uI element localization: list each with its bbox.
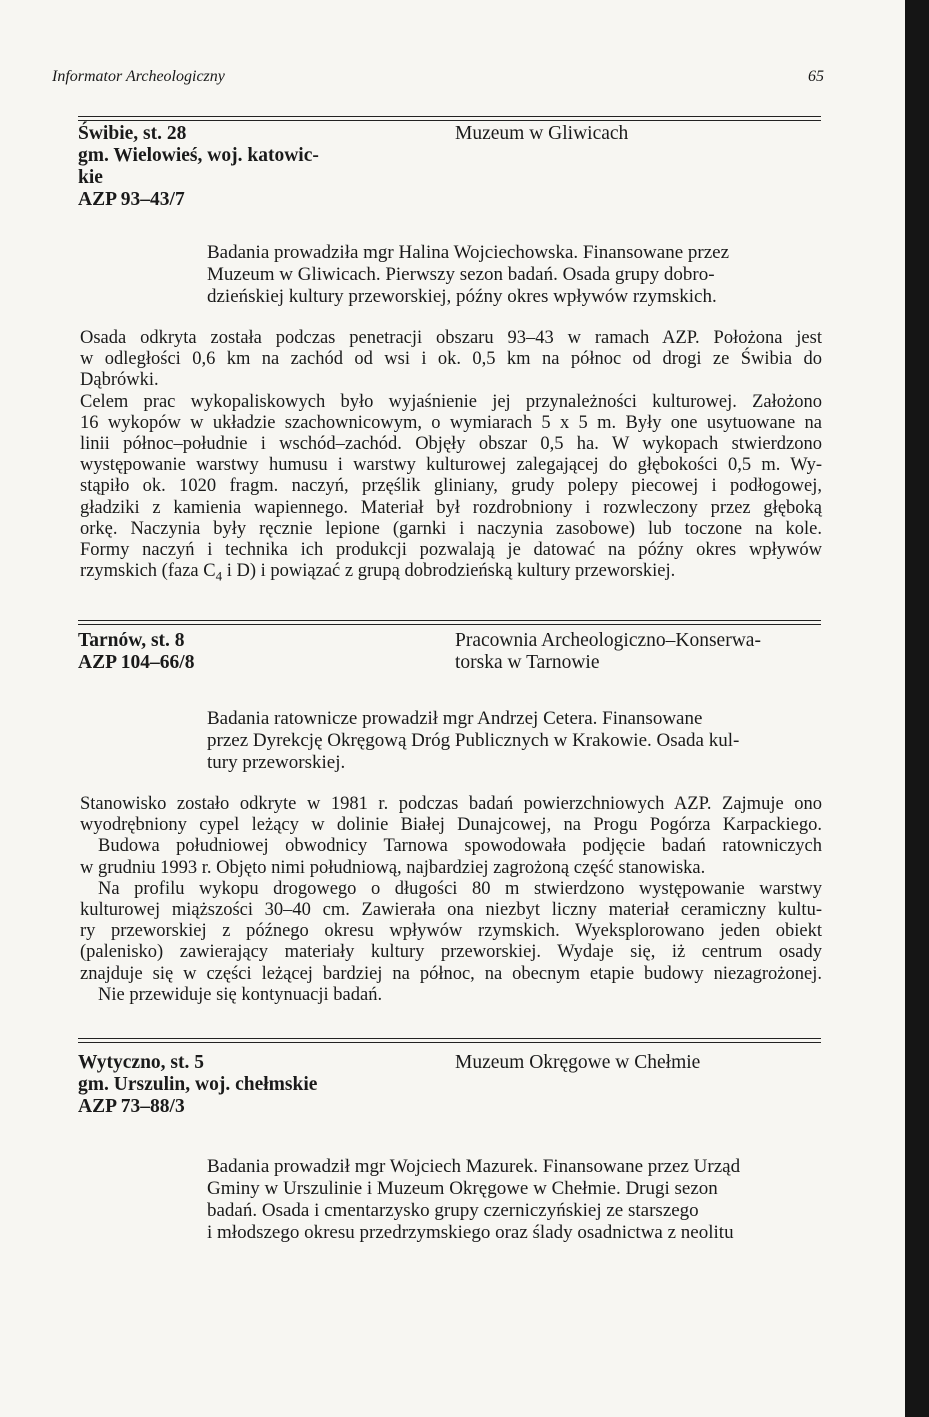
body-line: 16 wykopów w układzie szachownicowym, o wymiarach 5 x 5 m. Były one usytuowane na — [80, 412, 822, 433]
body-line: gładziki z kamienia wapiennego. Materiał był rozdrobniony i rozwleczony przez głęboką — [80, 497, 822, 518]
report-body — [80, 794, 822, 1006]
summary-line: przez Dyrekcję Okręgową Dróg Publicznych w Krakowie. Osada kul- — [207, 730, 740, 751]
section-rule — [78, 620, 821, 625]
institution — [455, 1052, 700, 1074]
body-line: Celem prac wykopaliskowych było wyjaśnienie jej przynależności kulturowej. Założono — [80, 391, 822, 412]
site-azp: AZP 73–88/3 — [78, 1096, 185, 1117]
body-line: znajduje się w części leżącej bardziej na północ, na obecnym etapie budowy niezagrożonej. — [80, 963, 822, 984]
institution — [455, 123, 628, 145]
body-line: Stanowisko zostało odkryte w 1981 r. podczas badań powierzchniowych AZP. Zajmuje ono — [80, 794, 822, 814]
journal-title: Informator Archeologiczny — [52, 68, 225, 85]
body-line: ry przeworskiej z późnego okresu wpływów rzymskich. Wyeksplorowano jeden obiekt — [80, 921, 822, 942]
summary-line: dzieńskiej kultury przeworskiej, późny okres wpływów rzymskich. — [207, 286, 717, 307]
site-name: Świbie, st. 28 — [78, 123, 187, 144]
body-line: w odległości 0,6 km na zachód od wsi i ok. 0,5 km na północ od drogi ze Świbia do — [80, 349, 822, 370]
summary-line: badań. Osada i cmentarzysko grupy czerniczyńskiej ze starszego — [207, 1200, 699, 1221]
summary-line: Badania ratownicze prowadził mgr Andrzej Cetera. Finansowane — [207, 708, 703, 729]
body-line: w grudniu 1993 r. Objęto nimi południową, najbardziej zagrożoną część stanowiska. — [80, 857, 706, 878]
summary-line: Muzeum w Gliwicach. Pierwszy sezon badań. Osada grupy dobro- — [207, 264, 715, 285]
site-commune: gm. Urszulin, woj. chełmskie — [78, 1074, 318, 1095]
site-azp: AZP 93–43/7 — [78, 189, 185, 210]
body-line: Budowa południowej obwodnicy Tarnowa spowodowała podjęcie badań ratowniczych — [98, 836, 822, 857]
body-line: linii północ–południe i wschód–zachód. Objęły obszar 0,5 ha. W wykopach stwierdzono — [80, 434, 822, 455]
body-line: stąpiło ok. 1020 fragm. naczyń, przęślik gliniany, grudy polepy piecowej i podłogowej, — [80, 476, 822, 497]
report-body — [80, 328, 822, 587]
summary-line: tury przeworskiej. — [207, 752, 346, 773]
body-line: Osada odkryta została podczas penetracji obszaru 93–43 w ramach AZP. Położona jest — [80, 328, 822, 348]
research-summary — [207, 1156, 740, 1244]
body-line: (palenisko) zawierający materiały kultury przeworskiej. Wydaje się, iż centrum osady — [80, 942, 822, 963]
site-heading — [78, 123, 319, 211]
section-rule — [78, 116, 821, 121]
body-line: Na profilu wykopu drogowego o długości 80 m stwierdzono występowanie warstwy — [98, 878, 822, 899]
summary-line: Badania prowadził mgr Wojciech Mazurek. Finansowane przez Urząd — [207, 1156, 741, 1177]
summary-line: Badania prowadziła mgr Halina Wojciechowska. Finansowane przez — [207, 242, 730, 263]
body-line: Formy naczyń i technika ich produkcji pozwalają je datować na późny okres wpływów — [80, 540, 822, 561]
research-summary — [207, 708, 739, 774]
summary-line: i młodszego okresu przedrzymskiego oraz ślady osadnictwa z neolitu — [207, 1222, 734, 1243]
body-line-last — [80, 561, 822, 587]
body-text-fragment: i D) i powiązać z grupą dobrodzieńską kultury przeworskiej. — [222, 561, 676, 582]
site-commune-cont: kie — [78, 167, 103, 188]
body-line: Nie przewiduje się kontynuacji badań. — [98, 984, 383, 1005]
institution — [455, 630, 761, 674]
site-name: Tarnów, st. 8 — [78, 630, 185, 651]
site-name: Wytyczno, st. 5 — [78, 1052, 205, 1073]
site-heading — [78, 1052, 317, 1118]
research-summary — [207, 242, 729, 308]
body-line: występowanie warstwy humusu i warstwy kulturowej zalegającej do głębokości 0,5 m. Wy- — [80, 455, 822, 476]
institution-line: torska w Tarnowie — [455, 652, 600, 673]
body-line: wyodrębniony cypel leżący w dolinie Białej Dunajcowej, na Progu Pogórza Karpackiego. — [80, 815, 822, 836]
running-header — [52, 68, 824, 92]
summary-line: Gminy w Urszulinie i Muzeum Okręgowe w Chełmie. Drugi sezon — [207, 1178, 718, 1199]
body-text-fragment: rzymskich (faza C — [80, 561, 216, 582]
site-commune: gm. Wielowieś, woj. katowic- — [78, 145, 319, 166]
institution-line: Muzeum Okręgowe w Chełmie — [455, 1052, 701, 1073]
institution-line: Pracownia Archeologiczno–Konserwa- — [455, 630, 761, 651]
site-heading — [78, 630, 194, 674]
body-line: orkę. Naczynia były ręcznie lepione (garnki i naczynia zasobowe) lub toczone na kole. — [80, 518, 822, 539]
phase-subscript: 4 — [215, 568, 223, 584]
page-number: 65 — [808, 68, 824, 85]
section-rule — [78, 1038, 821, 1043]
scan-edge-shadow — [905, 0, 929, 1417]
site-azp: AZP 104–66/8 — [78, 652, 195, 673]
body-line: Dąbrówki. — [80, 370, 159, 391]
body-line: kulturowej miąższości 30–40 cm. Zawierała ona niezbyt liczny materiał ceramiczny kultu- — [80, 900, 822, 921]
institution-line: Muzeum w Gliwicach — [455, 123, 629, 144]
